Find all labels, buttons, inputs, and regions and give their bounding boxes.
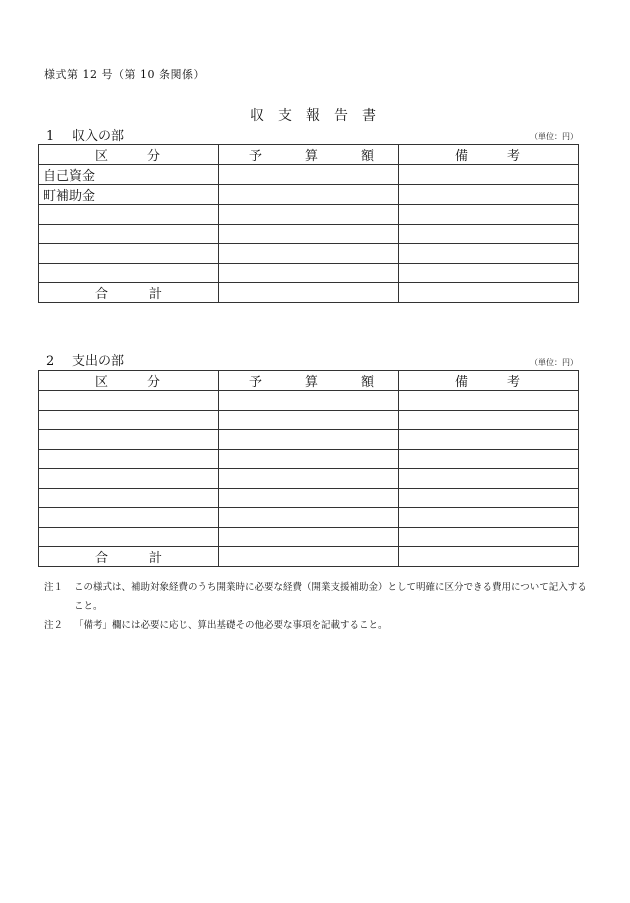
income-remarks-cell[interactable] — [399, 165, 579, 185]
header-category-char: 区 — [95, 375, 109, 390]
header-category — [39, 371, 219, 391]
income-row — [39, 224, 579, 244]
expense-total-label — [39, 547, 219, 567]
income-budget-cell[interactable] — [219, 263, 399, 283]
note-item — [44, 616, 589, 635]
income-budget-cell[interactable] — [219, 205, 399, 225]
income-unit-label: （単位：円） — [530, 132, 578, 141]
expense-category-cell[interactable] — [39, 508, 219, 528]
expense-section-number: 2 — [46, 354, 55, 369]
income-row — [39, 165, 579, 185]
expense-remarks-cell[interactable] — [399, 391, 579, 411]
income-section-number: 1 — [46, 129, 55, 144]
form-number: 様式第 12 号（第 10 条関係） — [44, 68, 205, 81]
income-total-label — [39, 283, 219, 303]
header-remarks-char: 備 — [455, 149, 469, 164]
income-budget-cell[interactable] — [219, 165, 399, 185]
expense-row — [39, 527, 579, 547]
expense-remarks-cell[interactable] — [399, 488, 579, 508]
expense-row — [39, 488, 579, 508]
header-budget — [219, 145, 399, 165]
income-row — [39, 205, 579, 225]
expense-remarks-cell[interactable] — [399, 508, 579, 528]
expense-category-cell[interactable] — [39, 391, 219, 411]
income-header-row — [39, 145, 579, 165]
total-label-char: 合 — [95, 551, 109, 566]
expense-remarks-cell[interactable] — [399, 527, 579, 547]
expense-total-budget-cell[interactable] — [219, 547, 399, 567]
income-category-cell[interactable] — [39, 244, 219, 264]
expense-header-row — [39, 371, 579, 391]
expense-budget-cell[interactable] — [219, 469, 399, 489]
expense-remarks-cell[interactable] — [399, 469, 579, 489]
income-remarks-cell[interactable] — [399, 185, 579, 205]
expense-row — [39, 469, 579, 489]
income-category-cell[interactable]: 自己資金 — [39, 165, 219, 185]
expense-budget-cell[interactable] — [219, 508, 399, 528]
header-category-char: 区 — [95, 149, 109, 164]
expense-category-cell[interactable] — [39, 410, 219, 430]
expense-budget-cell[interactable] — [219, 488, 399, 508]
header-category-char: 分 — [146, 375, 160, 390]
expense-budget-cell[interactable] — [219, 449, 399, 469]
expense-remarks-cell[interactable] — [399, 449, 579, 469]
income-table — [38, 144, 579, 303]
expense-budget-cell[interactable] — [219, 410, 399, 430]
document-title: 収支報告書 — [250, 108, 390, 124]
expense-category-cell[interactable] — [39, 527, 219, 547]
income-category-cell[interactable] — [39, 224, 219, 244]
notes — [44, 578, 589, 635]
income-row — [39, 185, 579, 205]
income-total-budget-cell[interactable] — [219, 283, 399, 303]
income-section-title: 収入の部 — [72, 129, 125, 144]
expense-budget-cell[interactable] — [219, 527, 399, 547]
header-category — [39, 145, 219, 165]
header-budget-char: 算 — [304, 149, 318, 164]
total-label-char: 計 — [148, 287, 162, 302]
income-remarks-cell[interactable] — [399, 205, 579, 225]
header-remarks-char: 考 — [506, 149, 520, 164]
header-remarks-char: 考 — [506, 375, 520, 390]
header-budget-char: 額 — [360, 149, 374, 164]
header-remarks — [399, 371, 579, 391]
income-budget-cell[interactable] — [219, 244, 399, 264]
income-section-heading — [46, 125, 124, 144]
total-label-char: 合 — [95, 287, 109, 302]
expense-remarks-cell[interactable] — [399, 430, 579, 450]
income-category-cell[interactable] — [39, 263, 219, 283]
expense-remarks-cell[interactable] — [399, 410, 579, 430]
expense-section-title: 支出の部 — [72, 354, 125, 369]
expense-category-cell[interactable] — [39, 449, 219, 469]
expense-category-cell[interactable] — [39, 488, 219, 508]
expense-budget-cell[interactable] — [219, 430, 399, 450]
income-budget-cell[interactable] — [219, 224, 399, 244]
expense-budget-cell[interactable] — [219, 391, 399, 411]
expense-category-cell[interactable] — [39, 430, 219, 450]
note-tag: 注１ — [44, 582, 64, 593]
expense-category-cell[interactable] — [39, 469, 219, 489]
expense-row — [39, 508, 579, 528]
expense-row — [39, 410, 579, 430]
expense-total-remarks-cell[interactable] — [399, 547, 579, 567]
header-category-char: 分 — [146, 149, 160, 164]
note-text: 「備考」欄には必要に応じ、算出基礎その他必要な事項を記載すること。 — [74, 620, 388, 631]
income-row — [39, 244, 579, 264]
total-label-char: 計 — [148, 551, 162, 566]
expense-table — [38, 370, 579, 567]
income-budget-cell[interactable] — [219, 185, 399, 205]
expense-total-row — [39, 547, 579, 567]
note-text: この様式は、補助対象経費のうち開業時に必要な経費（開業支援補助金）として明確に区分できる費用について記入すること。 — [74, 582, 587, 612]
income-row — [39, 263, 579, 283]
header-remarks — [399, 145, 579, 165]
note-item — [44, 578, 589, 616]
expense-unit-label: （単位：円） — [530, 358, 578, 367]
header-budget-char: 算 — [304, 375, 318, 390]
income-remarks-cell[interactable] — [399, 263, 579, 283]
header-budget-char: 額 — [360, 375, 374, 390]
header-budget-char: 予 — [249, 375, 263, 390]
header-remarks-char: 備 — [455, 375, 469, 390]
income-category-cell[interactable]: 町補助金 — [39, 185, 219, 205]
income-remarks-cell[interactable] — [399, 224, 579, 244]
income-total-remarks-cell[interactable] — [399, 283, 579, 303]
expense-row — [39, 449, 579, 469]
income-category-cell[interactable] — [39, 205, 219, 225]
expense-row — [39, 430, 579, 450]
income-remarks-cell[interactable] — [399, 244, 579, 264]
header-budget — [219, 371, 399, 391]
expense-section-heading — [46, 350, 124, 369]
expense-row — [39, 391, 579, 411]
note-tag: 注２ — [44, 620, 64, 631]
income-total-row — [39, 283, 579, 303]
header-budget-char: 予 — [249, 149, 263, 164]
